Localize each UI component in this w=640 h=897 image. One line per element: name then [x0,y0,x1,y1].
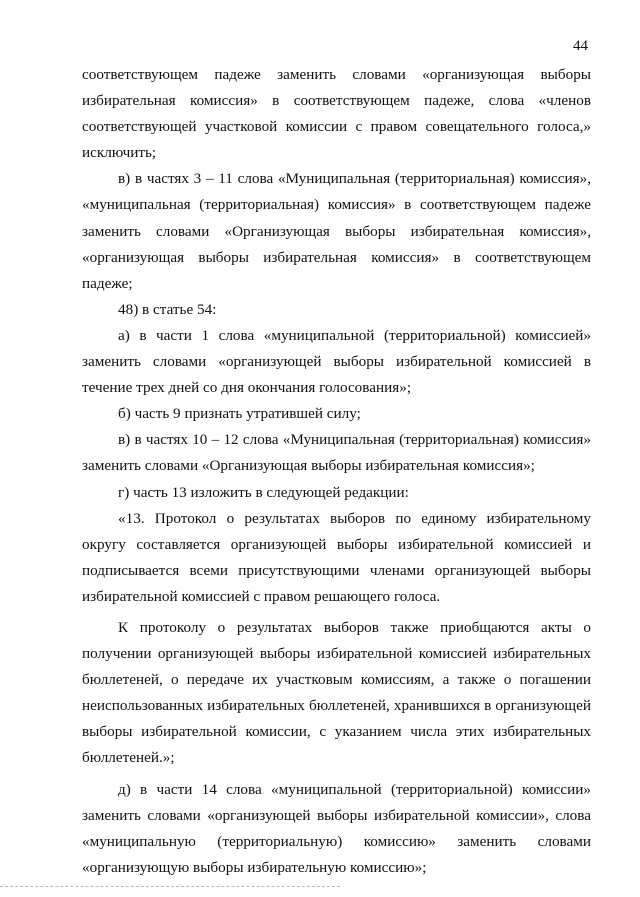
paragraph-item-48-article-54: 48) в статье 54: [118,300,217,318]
paragraph-item-d-part-14: д) в части 14 слова «муниципальной (территориальной) комиссии» заменить словами «организующей выборы избирательной комиссии», слова «муниципальную (территориальную) комиссию» заменить словами «организующую выборы избирательную комиссию»; [82,780,591,876]
paragraph-item-b-part-9: б) часть 9 признать утратившей силу; [118,405,361,423]
paragraph-continuation: соответствующем падеже заменить словами «организующая выборы избирательная комиссия» в соответствующем падеже, слова «членов соответствующей участковой комиссии с правом совещательного голоса,» исключить; [82,66,591,162]
footer-divider [0,886,340,887]
paragraph-protocol-attachments: К протоколу о результатах выборов также приобщаются акты о получении организующей выборы избирательной комиссией избирательных бюллетеней, о передаче их участковым комиссиям, а также о погашении неиспользованных избирательных бюллетеней, хранившихся в организующей выборы избирательной комиссии, с указанием числа этих избирательных бюллетеней.»; [82,618,591,767]
document-body [82,62,591,881]
paragraph-quoted-part-13: «13. Протокол о результатах выборов по единому избирательному округу составляется организующей выборы избирательной комиссией и подписывается всеми присутствующими членами организующей выборы избирательной комиссией с правом решающего голоса. [82,509,591,605]
paragraph-item-g-part-13: г) часть 13 изложить в следующей редакции: [118,483,409,501]
paragraph-item-a-part-1: а) в части 1 слова «муниципальной (территориальной) комиссией» заменить словами «организующей выборы избирательной комиссией в течение трех дней со дня окончания голосования»; [82,326,591,397]
page-number: 44 [573,38,588,54]
paragraph-item-v-parts-10-12: в) в частях 10 – 12 слова «Муниципальная (территориальная) комиссия» заменить словами «Организующая выборы избирательная комиссия»; [82,431,591,475]
paragraph-item-v-parts-3-11: в) в частях 3 – 11 слова «Муниципальная (территориальная) комиссия», «муниципальная (территориальная) комиссия» в соответствующем падеже заменить словами «Организующая выборы избирательная комиссия», «организующая выборы избирательная комиссия» в соответствующем падеже; [82,170,591,292]
